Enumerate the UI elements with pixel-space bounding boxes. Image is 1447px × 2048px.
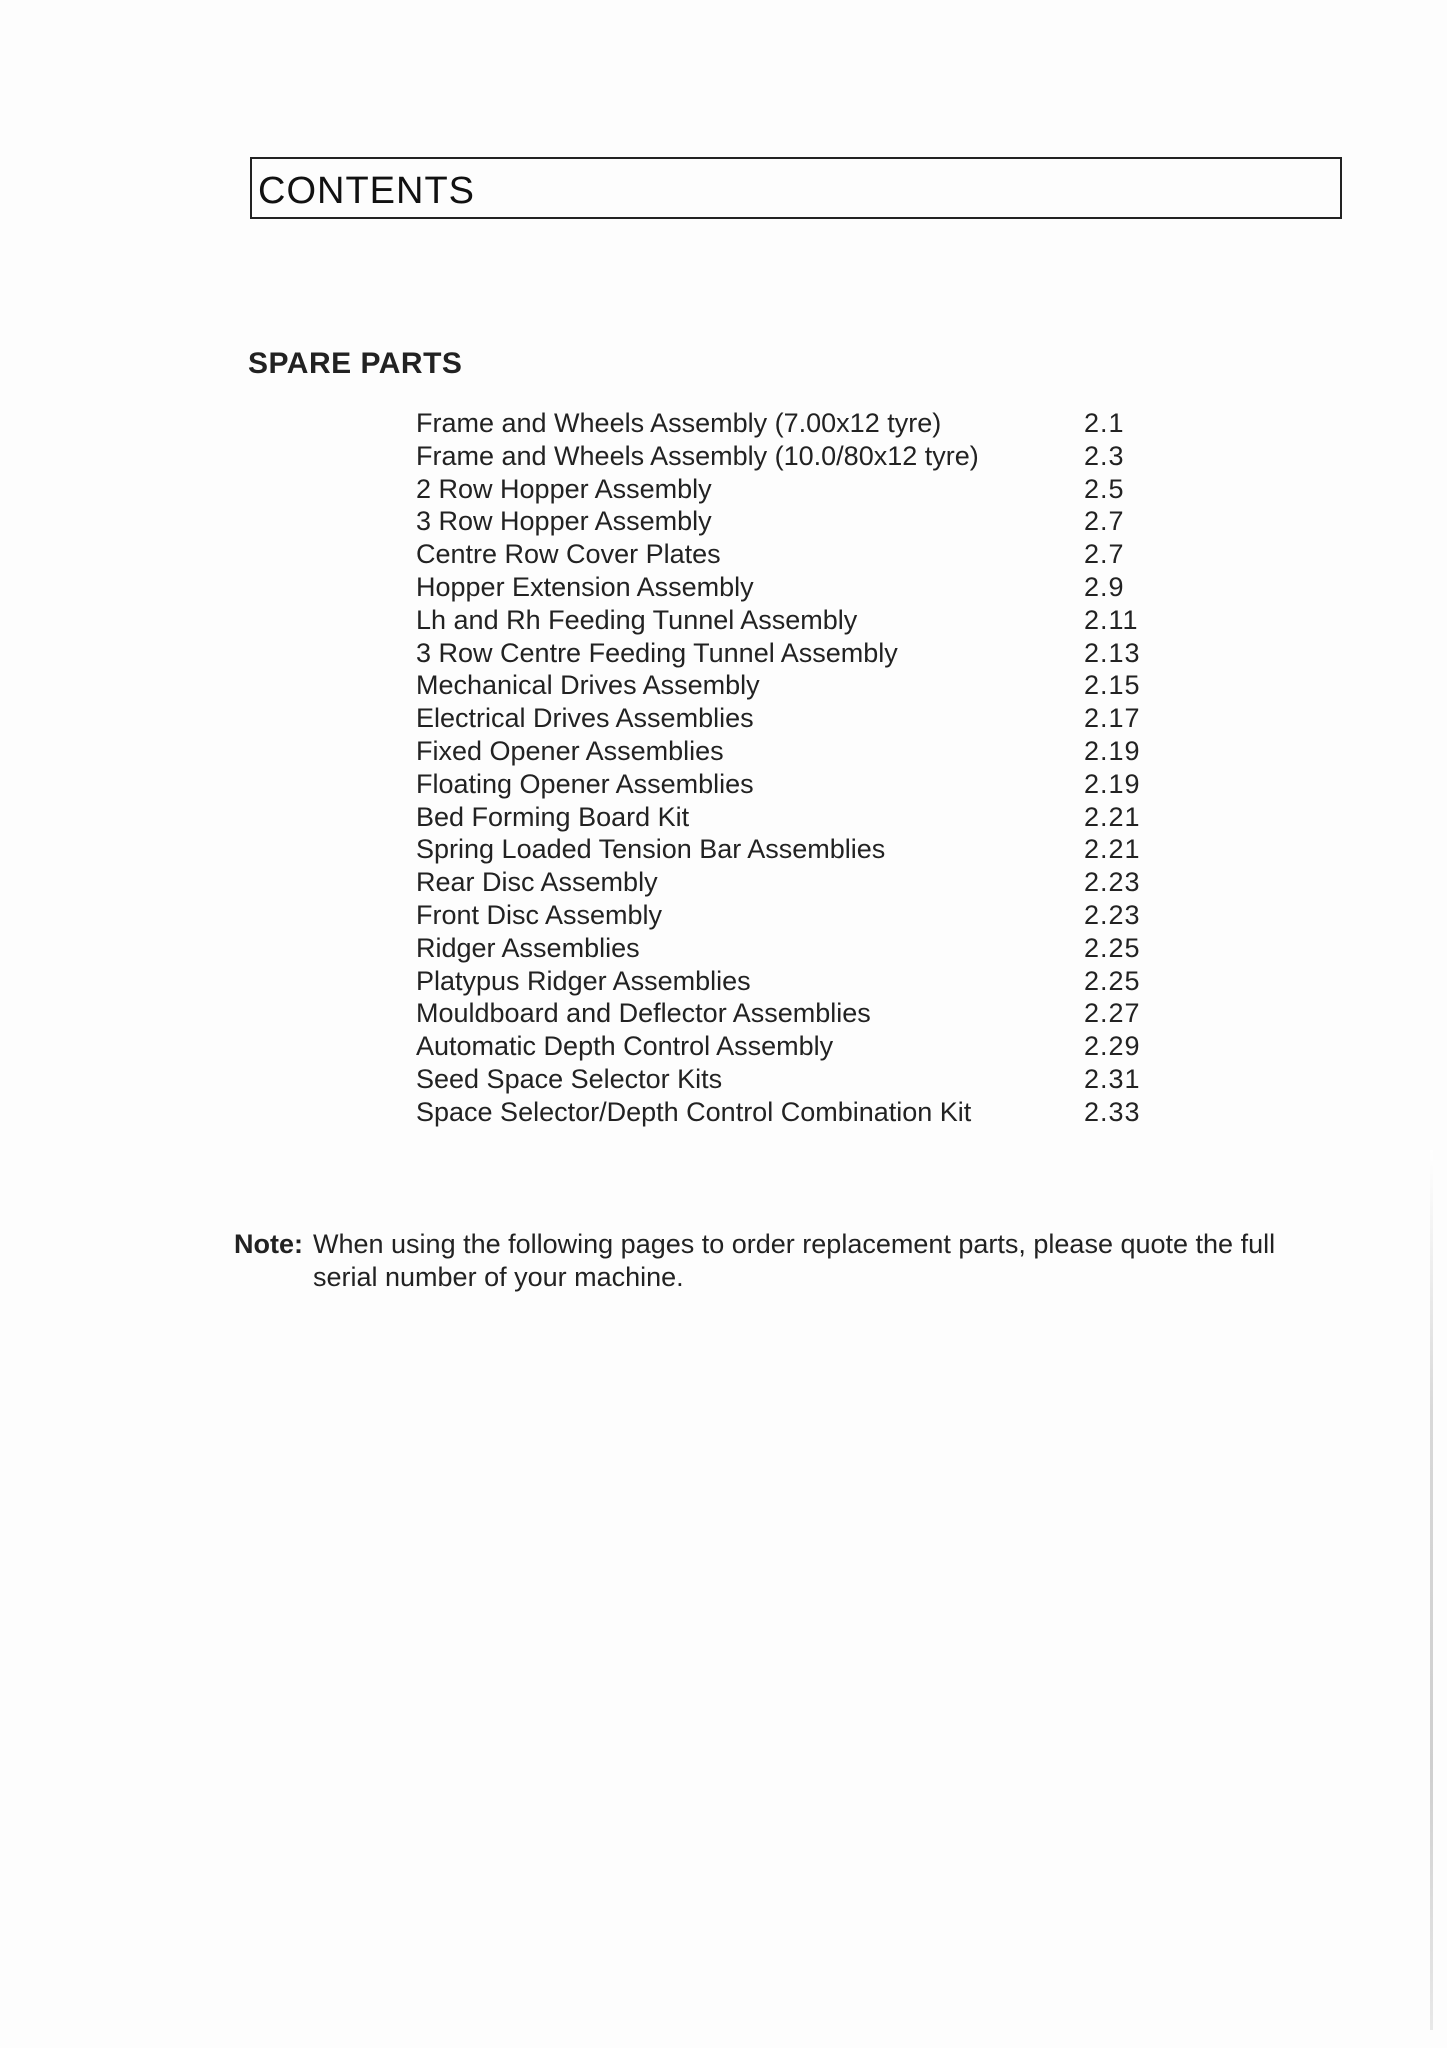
toc-entry bbox=[416, 932, 1156, 965]
toc-entry-page: 2.29 bbox=[1084, 1031, 1141, 1062]
toc-entry-page: 2.9 bbox=[1084, 571, 1125, 602]
toc-entry-page: 2.23 bbox=[1084, 899, 1141, 930]
toc-entry-title: Frame and Wheels Assembly (10.0/80x12 tyre) bbox=[416, 440, 979, 471]
toc-entry bbox=[416, 407, 1156, 440]
toc-entry-title: 2 Row Hopper Assembly bbox=[416, 473, 712, 504]
toc-entry-page: 2.23 bbox=[1084, 867, 1141, 898]
toc-entry-page: 2.7 bbox=[1084, 506, 1125, 537]
toc-entry bbox=[416, 1063, 1156, 1096]
note-text: When using the following pages to order replacement parts, please quote the full serial number of your machine. bbox=[313, 1229, 1276, 1292]
toc-entry bbox=[416, 604, 1156, 637]
toc-entry-page: 2.21 bbox=[1084, 801, 1141, 832]
toc-entry-title: Centre Row Cover Plates bbox=[416, 539, 721, 570]
toc-entry-title: Floating Opener Assemblies bbox=[416, 768, 754, 799]
toc-entry-title: Lh and Rh Feeding Tunnel Assembly bbox=[416, 604, 858, 635]
toc-entry bbox=[416, 669, 1156, 702]
page-edge-shadow bbox=[1430, 1150, 1433, 2030]
toc-entry-title: Fixed Opener Assemblies bbox=[416, 735, 724, 766]
toc-entry bbox=[416, 801, 1156, 834]
toc-entry bbox=[416, 1030, 1156, 1063]
section-heading: SPARE PARTS bbox=[248, 347, 463, 380]
toc-entry-page: 2.7 bbox=[1084, 539, 1125, 570]
toc-entry-page: 2.21 bbox=[1084, 834, 1141, 865]
toc-entry-page: 2.15 bbox=[1084, 670, 1141, 701]
toc-entry-title: Bed Forming Board Kit bbox=[416, 801, 690, 832]
toc-entry-title: Platypus Ridger Assemblies bbox=[416, 965, 751, 996]
toc-entry bbox=[416, 997, 1156, 1030]
toc-entry-title: Rear Disc Assembly bbox=[416, 867, 658, 898]
toc-entry-page: 2.19 bbox=[1084, 735, 1141, 766]
toc-entry bbox=[416, 440, 1156, 473]
toc-entry-page: 2.25 bbox=[1084, 965, 1141, 996]
page-title: CONTENTS bbox=[258, 170, 475, 212]
toc-entry-title: 3 Row Hopper Assembly bbox=[416, 506, 712, 537]
toc-entry bbox=[416, 866, 1156, 899]
toc-entry-title: Mouldboard and Deflector Assemblies bbox=[416, 998, 871, 1029]
toc-entry bbox=[416, 538, 1156, 571]
toc-entry bbox=[416, 735, 1156, 768]
toc-entry bbox=[416, 473, 1156, 506]
toc-entry bbox=[416, 899, 1156, 932]
toc-entry-page: 2.19 bbox=[1084, 768, 1141, 799]
toc-entry bbox=[416, 505, 1156, 538]
toc-entry-title: Frame and Wheels Assembly (7.00x12 tyre) bbox=[416, 408, 942, 438]
toc-entry-title: Seed Space Selector Kits bbox=[416, 1063, 723, 1094]
toc-entry-page: 2.5 bbox=[1084, 473, 1125, 504]
toc-entry-page: 2.11 bbox=[1084, 604, 1139, 635]
toc-entry-title: Electrical Drives Assemblies bbox=[416, 703, 754, 734]
toc-entry bbox=[416, 637, 1156, 670]
toc-entry-title: Front Disc Assembly bbox=[416, 899, 663, 930]
toc-entry bbox=[416, 702, 1156, 735]
note-label: Note: bbox=[234, 1229, 303, 1259]
toc-entry-page: 2.33 bbox=[1084, 1096, 1141, 1127]
toc-entry-page: 2.3 bbox=[1084, 440, 1125, 471]
toc-entry bbox=[416, 965, 1156, 998]
toc-entry-title: Hopper Extension Assembly bbox=[416, 571, 754, 602]
title-box bbox=[250, 157, 1342, 219]
toc-entry bbox=[416, 833, 1156, 866]
toc-entry-title: Space Selector/Depth Control Combination Kit bbox=[416, 1096, 972, 1127]
toc-entry-page: 2.25 bbox=[1084, 932, 1141, 963]
toc-entry-page: 2.13 bbox=[1084, 637, 1141, 668]
toc-entry bbox=[416, 1096, 1156, 1129]
toc-entry-title: Spring Loaded Tension Bar Assemblies bbox=[416, 834, 886, 865]
toc-entry-page: 2.27 bbox=[1084, 998, 1141, 1029]
toc-entry bbox=[416, 768, 1156, 801]
toc-entry-title: Mechanical Drives Assembly bbox=[416, 670, 760, 701]
toc-entry-page: 2.31 bbox=[1084, 1063, 1141, 1094]
toc-entry bbox=[416, 571, 1156, 604]
toc-entry-title: Automatic Depth Control Assembly bbox=[416, 1031, 834, 1062]
table-of-contents bbox=[416, 407, 1156, 1129]
toc-entry-title: Ridger Assemblies bbox=[416, 932, 640, 963]
toc-entry-page: 2.17 bbox=[1084, 703, 1141, 734]
toc-entry-page: 2.1 bbox=[1084, 408, 1125, 438]
toc-entry-title: 3 Row Centre Feeding Tunnel Assembly bbox=[416, 637, 898, 668]
